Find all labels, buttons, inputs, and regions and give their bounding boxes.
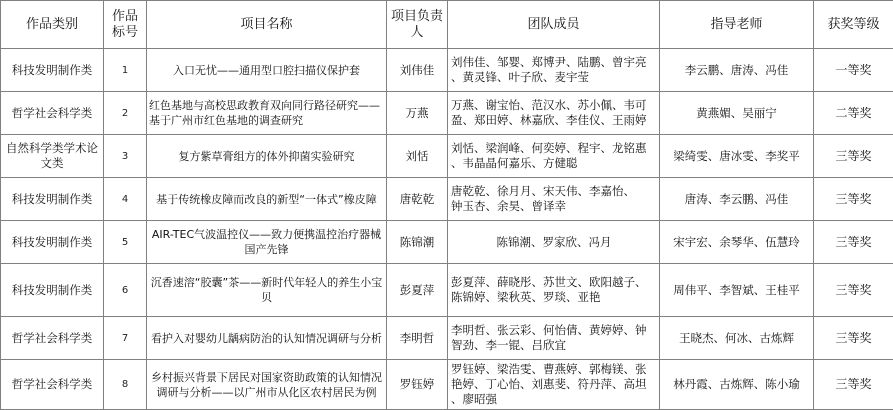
award-cell: 三等奖 bbox=[814, 264, 893, 317]
leader-cell: 陈锦潮 bbox=[387, 221, 448, 264]
award-cell: 二等奖 bbox=[814, 92, 893, 135]
project-cell: 沉香速溶“胶囊”茶——新时代年轻人的养生小宝贝 bbox=[147, 264, 387, 317]
category-cell: 科技发明制作类 bbox=[1, 178, 104, 221]
award-cell: 三等奖 bbox=[814, 221, 893, 264]
table-row bbox=[1, 221, 893, 264]
advisor-cell: 唐涛、李云鹏、冯佳 bbox=[660, 178, 814, 221]
leader-cell: 李明哲 bbox=[387, 317, 448, 360]
project-cell: 基于传统橡皮障而改良的新型“一体式”橡皮障 bbox=[147, 178, 387, 221]
header-category: 作品类别 bbox=[1, 1, 104, 49]
team-cell: 万燕、谢宝怡、范汉水、苏小佩、韦可 盈、郑田婷、林嘉欣、李佳仪、王雨婷 bbox=[448, 92, 660, 135]
number-cell: 3 bbox=[104, 135, 147, 178]
project-cell: 红色基地与高校思政教育双向同行路径研究——基于广州市红色基地的调查研究 bbox=[147, 92, 387, 135]
leader-cell: 彭夏萍 bbox=[387, 264, 448, 317]
header-number: 作品标号 bbox=[104, 1, 147, 49]
header-leader: 项目负责人 bbox=[387, 1, 448, 49]
table-row bbox=[1, 360, 893, 410]
category-cell: 科技发明制作类 bbox=[1, 221, 104, 264]
project-cell: 入口无忧——通用型口腔扫描仪保护套 bbox=[147, 49, 387, 92]
project-cell: 复方紫草膏组方的体外抑菌实验研究 bbox=[147, 135, 387, 178]
header-row bbox=[1, 1, 893, 49]
header-award: 获奖等级 bbox=[814, 1, 893, 49]
number-cell: 2 bbox=[104, 92, 147, 135]
header-team: 团队成员 bbox=[448, 1, 660, 49]
category-cell: 哲学社会科学类 bbox=[1, 92, 104, 135]
number-cell: 5 bbox=[104, 221, 147, 264]
advisor-cell: 周伟平、李智斌、王桂平 bbox=[660, 264, 814, 317]
project-cell: 看护入对婴幼儿龋病防治的认知情况调研与分析 bbox=[147, 317, 387, 360]
number-cell: 7 bbox=[104, 317, 147, 360]
project-cell: AIR-TEC气波温控仪——致力便携温控治疗器械国产先锋 bbox=[147, 221, 387, 264]
number-cell: 8 bbox=[104, 360, 147, 410]
number-cell: 1 bbox=[104, 49, 147, 92]
advisor-cell: 王晓杰、何冰、古炼辉 bbox=[660, 317, 814, 360]
award-cell: 三等奖 bbox=[814, 178, 893, 221]
team-cell: 彭夏萍、薛晓彤、苏世文、欧阳越子、 陈锦婷、梁秋英、罗琰、亚艳 bbox=[448, 264, 660, 317]
award-cell: 三等奖 bbox=[814, 317, 893, 360]
leader-cell: 万燕 bbox=[387, 92, 448, 135]
category-cell: 科技发明制作类 bbox=[1, 264, 104, 317]
leader-cell: 刘伟佳 bbox=[387, 49, 448, 92]
table-row bbox=[1, 317, 893, 360]
advisor-cell: 宋宇宏、余琴华、伍慧玲 bbox=[660, 221, 814, 264]
team-cell: 陈锦潮、罗家欣、冯月 bbox=[448, 221, 660, 264]
category-cell: 哲学社会科学类 bbox=[1, 317, 104, 360]
advisor-cell: 黄燕媚、吴丽宁 bbox=[660, 92, 814, 135]
category-cell: 自然科学类学术论文类 bbox=[1, 135, 104, 178]
leader-cell: 罗钰婷 bbox=[387, 360, 448, 410]
header-project: 项目名称 bbox=[147, 1, 387, 49]
award-cell: 一等奖 bbox=[814, 49, 893, 92]
table-row bbox=[1, 264, 893, 317]
team-cell: 刘恬、梁润峰、何奕婷、程宇、龙铭惠 、韦晶晶何嘉乐、方健聪 bbox=[448, 135, 660, 178]
award-cell: 三等奖 bbox=[814, 135, 893, 178]
number-cell: 4 bbox=[104, 178, 147, 221]
leader-cell: 刘恬 bbox=[387, 135, 448, 178]
team-cell: 罗钰婷、梁浩雯、曹燕婷、郭梅镁、张 艳婷、丁心怡、刘惠斐、符丹萍、高坦 、廖昭强 bbox=[448, 360, 660, 410]
table-row bbox=[1, 135, 893, 178]
category-cell: 哲学社会科学类 bbox=[1, 360, 104, 410]
team-cell: 唐乾乾、徐月月、宋天伟、李嘉怡、 钟玉杏、余昊、曾译幸 bbox=[448, 178, 660, 221]
number-cell: 6 bbox=[104, 264, 147, 317]
table-row bbox=[1, 92, 893, 135]
team-cell: 李明哲、张云彩、何怡倩、黄婷婷、钟 智劲、李一锟、吕欣宜 bbox=[448, 317, 660, 360]
category-cell: 科技发明制作类 bbox=[1, 49, 104, 92]
leader-cell: 唐乾乾 bbox=[387, 178, 448, 221]
table-row bbox=[1, 178, 893, 221]
award-cell: 三等奖 bbox=[814, 360, 893, 410]
advisor-cell: 李云鹏、唐涛、冯佳 bbox=[660, 49, 814, 92]
advisor-cell: 梁绮雯、唐冰雯、李奖平 bbox=[660, 135, 814, 178]
team-cell: 刘伟佳、邹婴、郑博尹、陆鹏、曾宇亮 、黄灵锋、叶子欣、麦宇莹 bbox=[448, 49, 660, 92]
project-cell: 乡村振兴背景下居民对国家资助政策的认知情况调研与分析——以广州市从化区农村居民为例 bbox=[147, 360, 387, 410]
advisor-cell: 林丹霞、古炼辉、陈小瑜 bbox=[660, 360, 814, 410]
table-row bbox=[1, 49, 893, 92]
header-advisor: 指导老师 bbox=[660, 1, 814, 49]
